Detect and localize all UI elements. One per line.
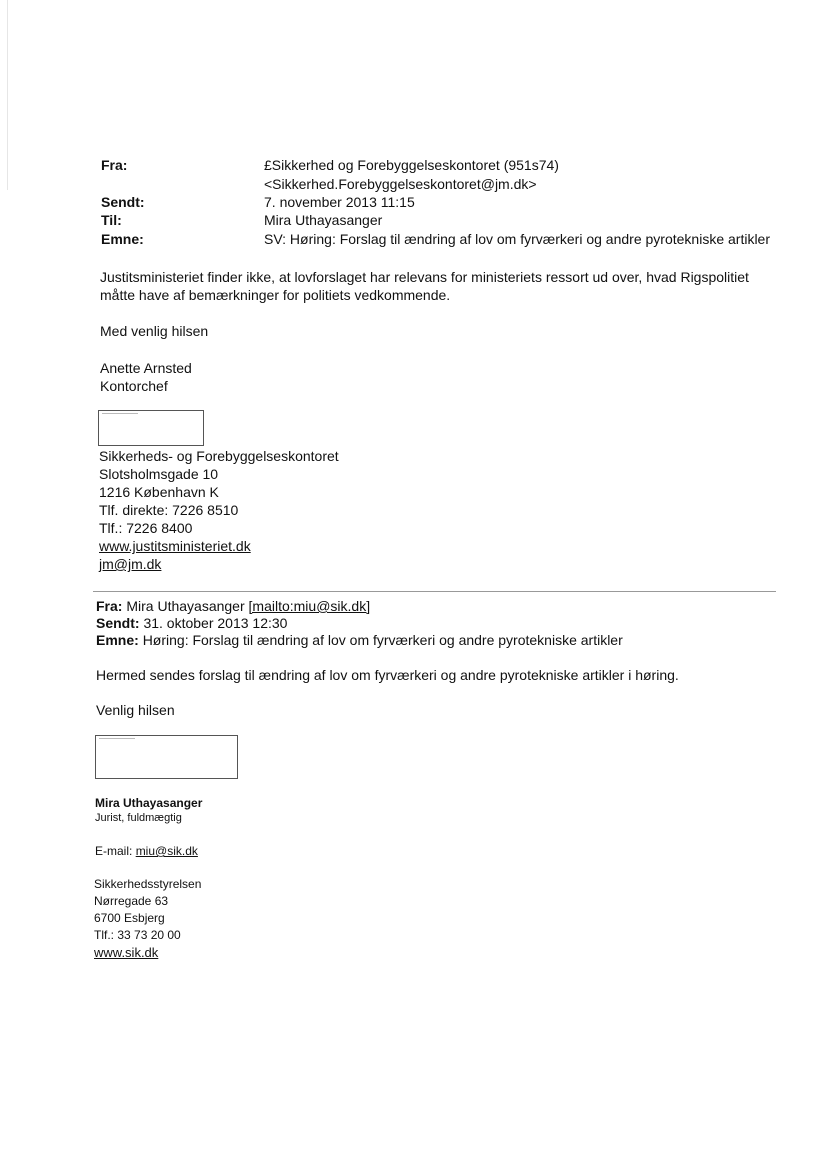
- original-header: [96, 598, 623, 649]
- original-logo-placeholder: [95, 735, 238, 779]
- scan-edge-mark: [7, 0, 8, 190]
- original-phone: Tlf.: 33 73 20 00: [94, 928, 181, 942]
- subject-value: SV: Høring: Forslag til ændring af lov om fyrværkeri og andre pyrotekniske artikler: [264, 231, 770, 247]
- sent-value: 7. november 2013 11:15: [264, 194, 415, 210]
- original-email-link[interactable]: miu@sik.dk: [135, 844, 198, 858]
- sent-label: Sendt:: [101, 194, 145, 210]
- reply-paragraph-line-2: måtte have af bemærkninger for politiets vedkommende.: [100, 287, 451, 303]
- logo-mark: [99, 738, 135, 739]
- reply-website-link[interactable]: www.justitsministeriet.dk: [99, 538, 251, 554]
- reply-greeting: Med venlig hilsen: [100, 323, 209, 339]
- reply-contact-block: [99, 447, 339, 573]
- original-body: Hermed sendes forslag til ændring af lov om fyrværkeri og andre pyrotekniske artikler i høring.: [96, 667, 679, 683]
- original-from-row: [96, 598, 623, 615]
- original-website-link[interactable]: www.sik.dk: [94, 945, 159, 960]
- original-org: Sikkerhedsstyrelsen: [94, 877, 202, 891]
- original-sender-name: Mira Uthayasanger: [95, 796, 203, 810]
- original-street: Nørregade 63: [94, 894, 169, 908]
- reply-email-link[interactable]: jm@jm.dk: [99, 556, 162, 572]
- original-email-row: [95, 843, 198, 860]
- reply-city: 1216 København K: [99, 484, 219, 500]
- to-value: Mira Uthayasanger: [264, 212, 383, 228]
- original-city: 6700 Esbjerg: [94, 911, 165, 925]
- from-address: <Sikkerhed.Forebyggelseskontoret@jm.dk>: [264, 176, 537, 192]
- original-sent-row: [96, 615, 623, 632]
- reply-street: Slotsholmsgade 10: [99, 466, 219, 482]
- original-mailto-link[interactable]: [mailto:miu@sik.dk]: [248, 598, 371, 614]
- reply-sender-title: Kontorchef: [100, 378, 168, 394]
- original-subject-row: [96, 632, 623, 649]
- reply-org: Sikkerheds- og Forebyggelseskontoret: [99, 448, 339, 464]
- original-subject-value: Høring: Forslag til ændring af lov om fyrværkeri og andre pyrotekniske artikler: [142, 632, 623, 648]
- message-separator: [93, 591, 776, 592]
- original-from-label: Fra:: [96, 598, 123, 614]
- logo-mark: [102, 413, 138, 414]
- from-label: Fra:: [101, 157, 128, 173]
- reply-logo-placeholder: [98, 410, 204, 446]
- original-sent-value: 31. oktober 2013 12:30: [143, 615, 288, 631]
- reply-paragraph-line-1: Justitsministeriet finder ikke, at lovforslaget har relevans for ministeriets ressort ud over, hvad Rigspolitiet: [100, 269, 749, 285]
- reply-phone-direct: Tlf. direkte: 7226 8510: [99, 502, 239, 518]
- original-signature: [95, 795, 202, 826]
- reply-sender-name: Anette Arnsted: [100, 360, 192, 376]
- original-email-label: E-mail:: [95, 844, 133, 858]
- reply-body: [100, 268, 790, 304]
- reply-signature: [100, 359, 192, 395]
- original-sent-label: Sendt:: [96, 615, 140, 631]
- original-sender-title: Jurist, fuldmægtig: [95, 812, 182, 824]
- to-label: Til:: [101, 212, 122, 228]
- subject-label: Emne:: [101, 231, 144, 247]
- original-subject-label: Emne:: [96, 632, 139, 648]
- reply-phone: Tlf.: 7226 8400: [99, 520, 193, 536]
- original-from-value: Mira Uthayasanger: [126, 598, 245, 614]
- original-greeting: Venlig hilsen: [96, 702, 175, 718]
- original-contact-block: [94, 876, 201, 961]
- from-value: £Sikkerhed og Forebyggelseskontoret (951s74): [264, 157, 559, 173]
